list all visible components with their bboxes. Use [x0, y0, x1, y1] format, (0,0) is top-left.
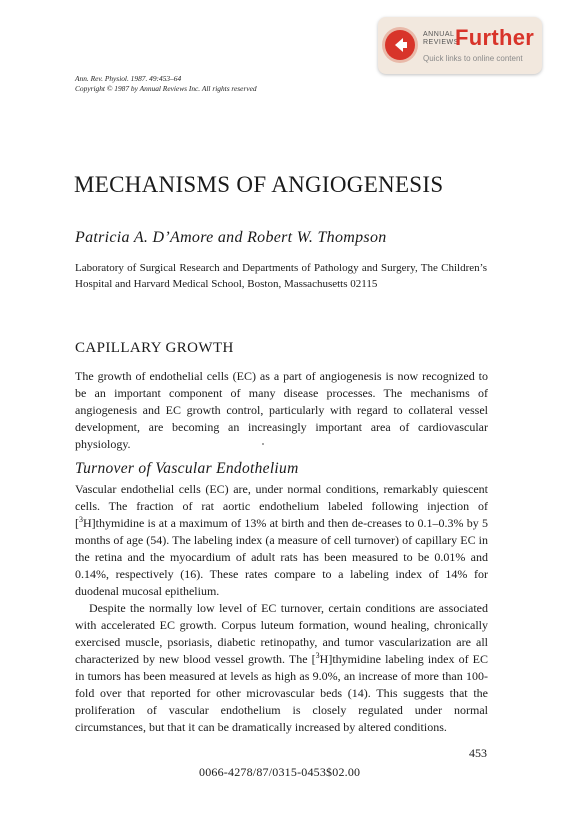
paragraph-3-superscript: 3: [315, 651, 320, 660]
section-heading: CAPILLARY GROWTH: [75, 340, 234, 356]
banner-further-text: Further: [455, 25, 535, 50]
page-title: MECHANISMS OF ANGIOGENESIS: [74, 172, 444, 197]
further-banner[interactable]: [378, 17, 542, 74]
stray-mark: [262, 443, 264, 445]
citation-line-1: Ann. Rev. Physiol. 1987. 49:453–64: [75, 74, 182, 83]
subsection-heading: Turnover of Vascular Endothelium: [75, 460, 299, 477]
left-arrow-circle-icon: [385, 30, 415, 60]
paragraph-2: [75, 481, 488, 600]
paragraph-2-part-2: H]thymidine is at a maximum of 13% at birth and then de-creases to 0.1–0.3% by 5 months of age (54). The labeling index (a measure of cell turnover) of capillary EC in the retina and the myocardium of adult rats has been measured to be 0.01% and 0.14%, respectively (16). These rates compare to a labeling index of 14% for duodenal mucosal epithelium.: [75, 516, 488, 598]
paragraph-3-part-1: Despite the normally low level of EC turnover, certain conditions are associated with accelerated EC growth. Corpus luteum formation, wound healing, chronically exercised muscle, psoriasis, diabetic retinopathy, and tumor vascularization are all characterized by new blood vessel growth. The [: [75, 601, 488, 666]
page-number: 453: [469, 746, 487, 760]
paragraph-1: The growth of endothelial cells (EC) as a part of angiogenesis is now recognized to be an important component of many disease processes. The mechanisms of angiogenesis and EC growth control, particularly with regard to collateral vessel development, are becoming an increasingly important area of cardiovascular physiology.: [75, 369, 488, 451]
paragraph-3: [75, 600, 488, 736]
banner-annual-text: ANNUAL: [423, 31, 455, 38]
paragraph-2-part-1: Vascular endothelial cells (EC) are, under normal conditions, remarkably quiescent cells. The fraction of rat aortic endothelium labeled following injection of [: [75, 482, 488, 530]
paragraph-2-superscript: 3: [79, 515, 83, 524]
footer-code: 0066-4278/87/0315-0453$02.00: [199, 765, 361, 779]
authors: Patricia A. D’Amore and Robert W. Thompson: [75, 229, 387, 246]
banner-reviews-text: REVIEWS: [423, 39, 459, 46]
citation: [75, 74, 257, 94]
annual-reviews-label: [423, 31, 459, 47]
banner-subtitle: Quick links to online content: [423, 54, 523, 63]
affiliation: Laboratory of Surgical Research and Departments of Pathology and Surgery, The Children’s Hospital and Harvard Medical School, Boston, Massachusetts 02115: [75, 262, 487, 290]
citation-line-2: Copyright © 1987 by Annual Reviews Inc. All rights reserved: [75, 84, 257, 93]
paragraph-3-part-2: H]thymidine labeling index of EC in tumors has been measured at levels as high as 9.0%, an increase of more than 100-fold over that reported for other microvascular beds (14). This suggests that the proliferation of vascular endothelium is closely regulated under normal circumstances, but that it can be dramatically increased by altered conditions.: [75, 652, 489, 734]
